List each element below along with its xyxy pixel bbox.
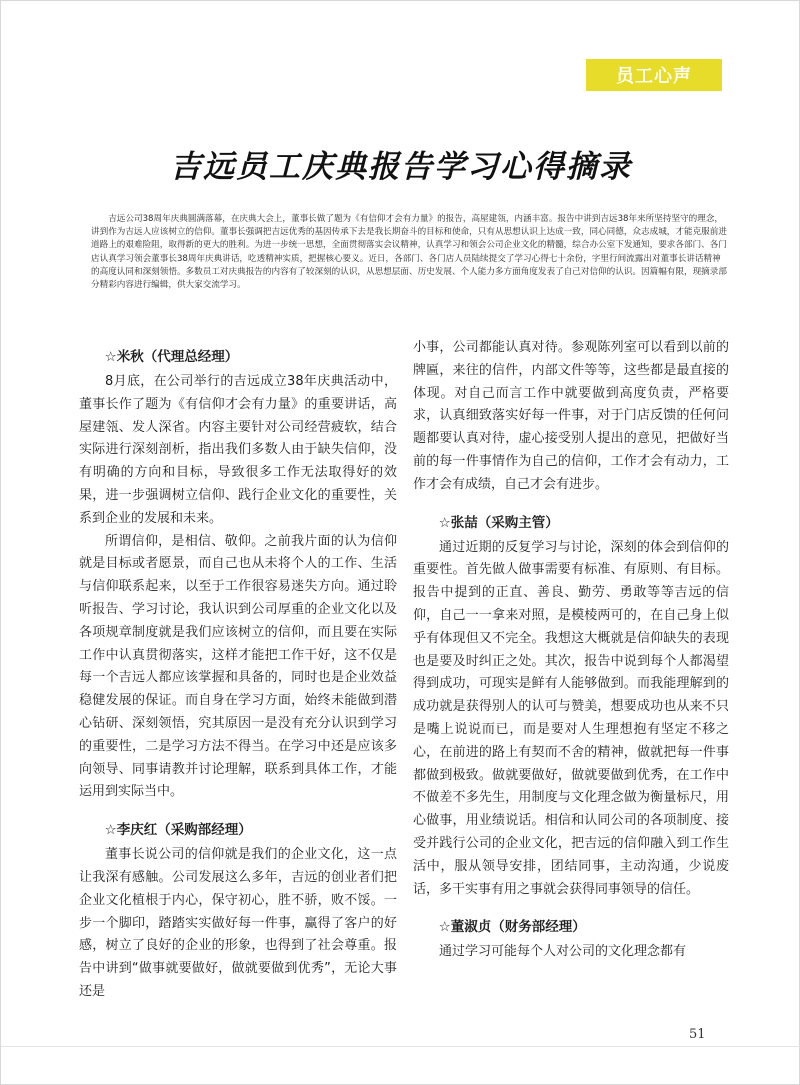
article-intro: 吉远公司38周年庆典圆满落幕，在庆典大会上，董事长做了题为《有信仰才会有力量》的报告，高屋建瓴，内涵丰富。报告中讲到吉远38年来所坚持坚守的理念，讲到作为吉远人应该树立的信仰。董事长强调把吉远优秀的基因传承下去是我长期奋斗的目标和使命，只有从思想认识上达成一致，同心同德，众志成城，才能克服前进道路上的艰难险阻，取得新的更大的胜利。为进一步统一思想，全面贯彻落实会议精神，认真学习和领会公司企业文化的精髓，综合办公室下发通知，要求各部门、各门店认真学习领会董事长38周年庆典讲话，吃透精神实质，把握核心要义。近日，各部门、各门店人员陆续提交了学习心得七十余份，字里行间流露出对董事长讲话精神的高度认同和深刻领悟。多数员工对庆典报告的内容有了较深刻的认识，从思想层面、历史发展、个人能力多方面角度发表了自己对信仰的认识。因篇幅有限，现摘录部分精彩内容进行编辑，供大家交流学习。 xyxy=(91,214,727,291)
paragraph: 8月底，在公司举行的吉远成立38年庆典活动中，董事长作了题为《有信仰才会有力量》的重要讲话，高屋建瓴、发人深省。内容主要针对公司经营疲软，结合实际进行深刻剖析，指出我们多数人由于缺失信仰，没有明确的方向和目标，导致很多工作无法取得好的效果，进一步强调树立信仰、践行企业文化的重要性，关系到企业的发展和未来。 xyxy=(79,374,397,526)
paragraph: 董事长说公司的信仰就是我们的企业文化，这一点让我深有感触。公司发展这么多年，吉远的创业者们把企业文化植根于内心，保守初心，胜不骄，败不馁。一步一个脚印，踏踏实实做好每一件事，赢得了客户的好感，树立了良好的企业的形象，也得到了社会尊重。报告中讲到“做事就要做好，做就要做到优秀”，无论大事还是 xyxy=(79,847,397,999)
paragraph-continued: 小事，公司都能认真对待。参观陈列室可以看到以前的牌匾，来往的信件，内部文件等等，这些都是最直接的体现。对自己而言工作中就要做到高度负责，严格要求，认真细致落实好每一件事，对于门店反馈的任何问题都要认真对待，虚心接受别人提出的意见，把做好当前的每一件事情作为自己的信仰，工作才会有动力，工作才会有成绩，自己才会有进步。 xyxy=(413,340,729,492)
section-tag: 员工心声 xyxy=(586,59,722,91)
section-heading: ☆米秋（代理总经理） xyxy=(104,349,239,365)
right-column xyxy=(413,337,729,964)
article-title: 吉远员工庆典报告学习心得摘录 xyxy=(170,149,632,185)
section-heading: ☆李庆红（采购部经理） xyxy=(104,822,252,839)
paragraph: 所谓信仰，是相信、敬仰。之前我片面的认为信仰就是目标或者愿景，而自己也从未将个人的工作、生活与信仰联系起来，以至于工作很容易迷失方向。通过聆听报告、学习讨论，我认识到公司厚重的企业文化以及各项规章制度就是我们应该树立的信仰，而且要在实际工作中认真贯彻落实，这样才能把工作干好，这不仅是每一个吉远人都应该掌握和具备的，同时也是企业效益稳健发展的保证。而自身在学习方面，始终未能做到潜心钻研、深刻领悟，究其原因一是没有充分认识到学习的重要性，二是学习方法不得当。在学习中还是应该多向领导、同事请教并讨论理解，联系到具体工作，才能运用到实际当中。 xyxy=(79,533,397,800)
paragraph: 通过学习可能每个人对公司的文化理念都有 xyxy=(439,944,687,960)
paragraph: 通过近期的反复学习与讨论，深刻的体会到信仰的重要性。首先做人做事需要有标准、有原则、有目标。报告中提到的正直、善良、勤劳、勇敢等等吉远的信仰，自己一一拿来对照，是模棱两可的，在自己身上似乎有体现但又不完全。我想这大概就是信仰缺失的表现也是要及时纠正之处。其次，报告中说到每个人都渴望得到成功，可现实是鲜有人能够做到。而我能理解到的成功就是获得别人的认可与赞美，想要成功也从来不只是嘴上说说而已，而是要对人生理想抱有坚定不移之心，在前进的路上有契而不舍的精神，做就把每一件事都做到极致。做就要做好，做就要做到优秀，在工作中不做差不多先生，用制度与文化理念做为衡量标尺，用心做事，用业绩说话。相信和认同公司的各项制度、接受并践行公司的企业文化，把吉远的信仰融入到工作生活中，服从领导安排，团结同事，主动沟通，少说废话，多干实事有用之事就会获得同事领导的信任。 xyxy=(413,539,729,897)
page-number: 51 xyxy=(689,1027,706,1042)
section-heading: ☆董淑贞（财务部经理） xyxy=(438,919,586,936)
left-column xyxy=(79,339,397,1004)
bottom-divider xyxy=(1,1046,800,1047)
section-heading: ☆张喆（采购主管） xyxy=(438,514,559,531)
